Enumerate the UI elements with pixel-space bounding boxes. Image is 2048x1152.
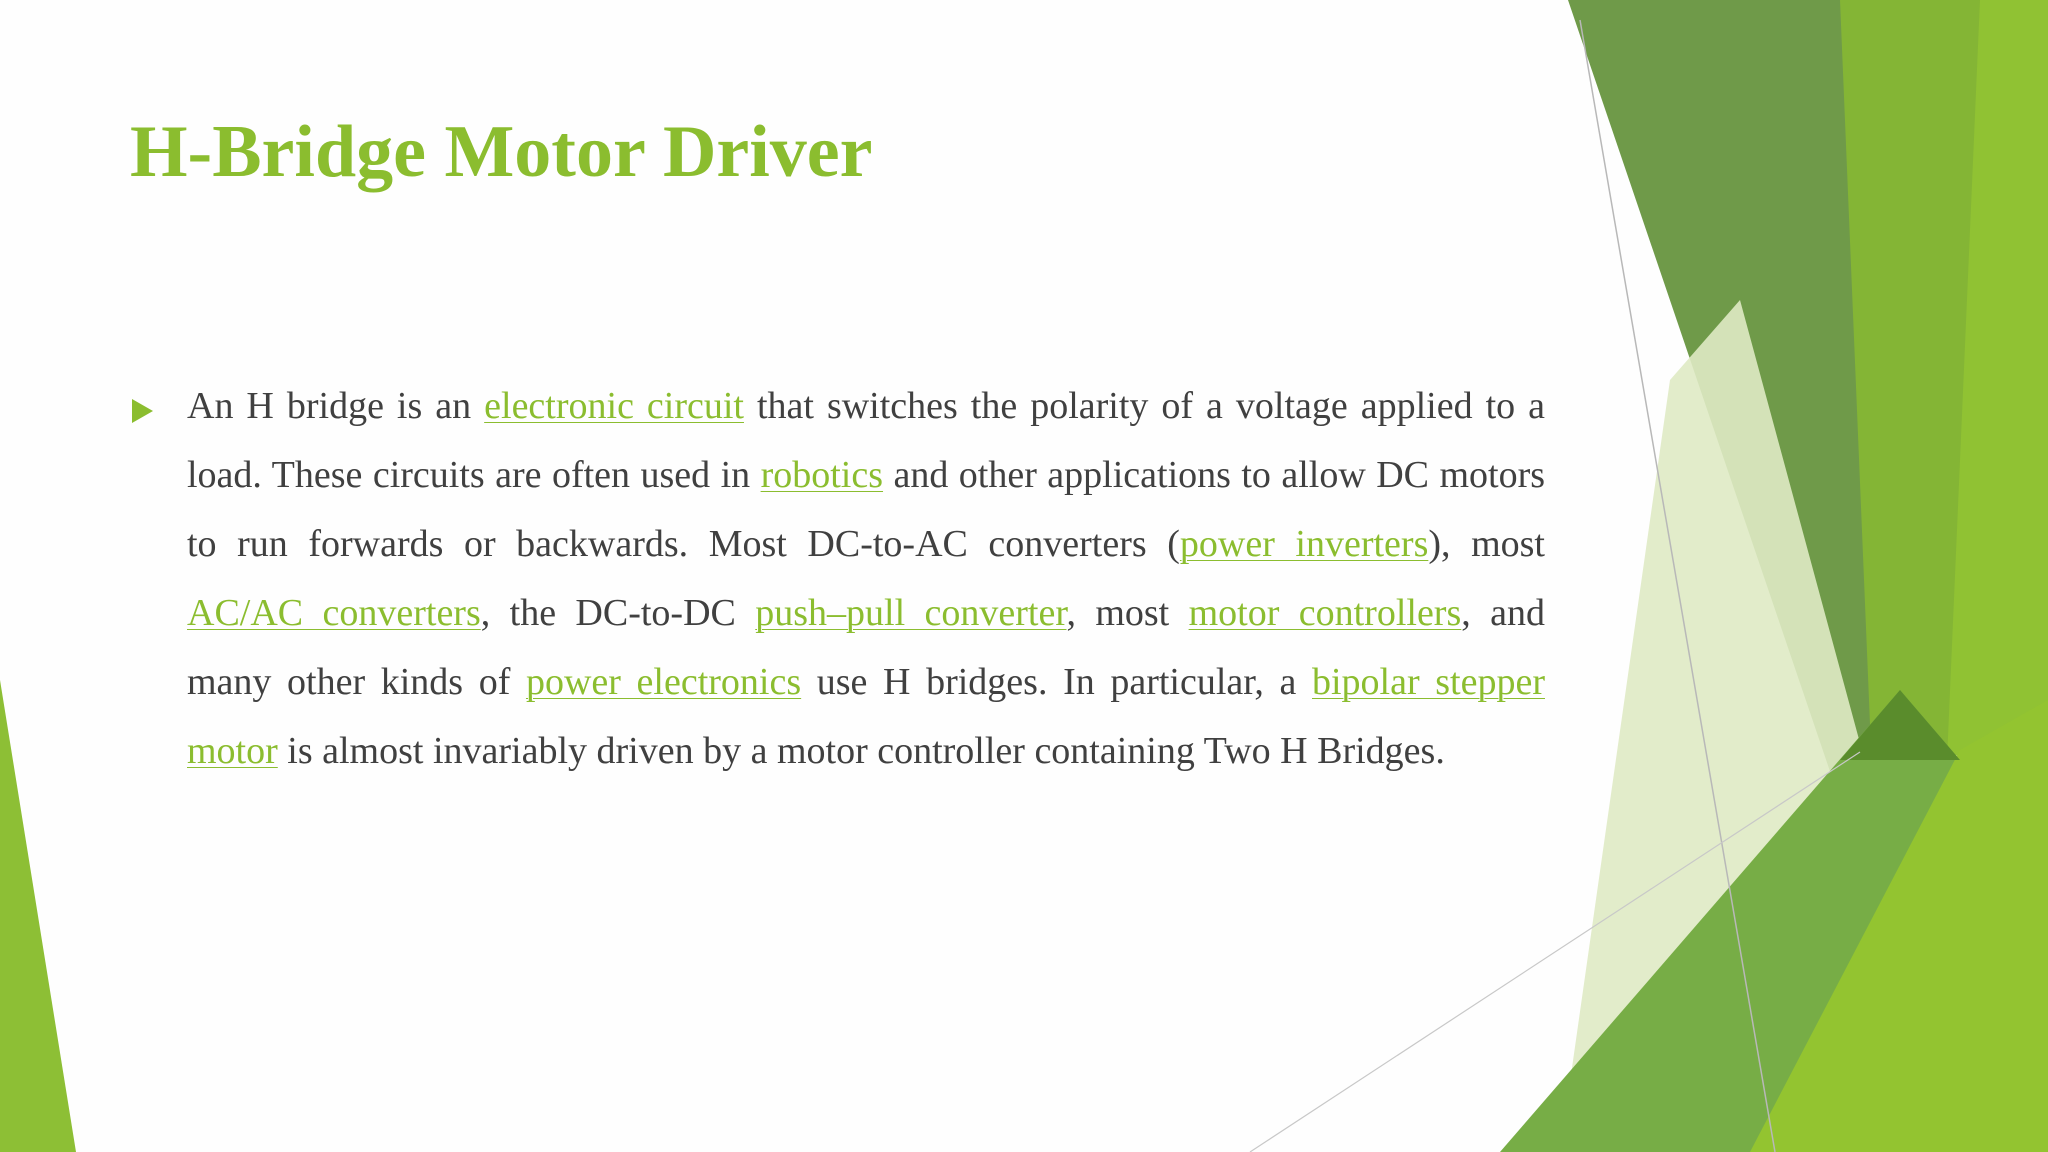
text-segment: use H bridges. In particular, a [801, 661, 1312, 703]
text-segment: An H bridge is an [187, 385, 485, 427]
bullet-list-item [130, 372, 1545, 786]
slide-title: H-Bridge Motor Driver [130, 111, 873, 193]
left-edge-shape [0, 680, 76, 1152]
text-segment: and other applications to allow DC motors to run forwards or backwards. Most DC-to-AC converters ( [187, 454, 1546, 565]
link-ac-ac-converters[interactable]: AC/AC converters [187, 592, 481, 634]
link-robotics[interactable]: robotics [760, 454, 884, 496]
link-push-pull-converter[interactable]: push–pull converter [755, 592, 1067, 634]
link-bipolar-stepper-motor[interactable]: bipolar stepper motor [187, 661, 1545, 772]
text-segment: , and many other kinds of [187, 592, 1545, 703]
text-segment: ), most [1428, 523, 1545, 565]
bullet-paragraph [187, 372, 1545, 786]
link-electronic-circuit[interactable]: electronic circuit [484, 385, 744, 427]
text-segment: , the DC-to-DC [480, 592, 756, 634]
text-segment: is almost invariably driven by a motor controller containing Two H Bridges. [277, 730, 1445, 772]
link-motor-controllers[interactable]: motor controllers [1188, 592, 1462, 634]
triangle-bullet-icon [132, 399, 153, 423]
link-power-electronics[interactable]: power electronics [525, 661, 802, 703]
text-segment: , most [1066, 592, 1189, 634]
link-power-inverters[interactable]: power inverters [1179, 523, 1429, 565]
text-segment: that switches the polarity of a voltage applied to a load. These circuits are often used in [187, 385, 1545, 496]
